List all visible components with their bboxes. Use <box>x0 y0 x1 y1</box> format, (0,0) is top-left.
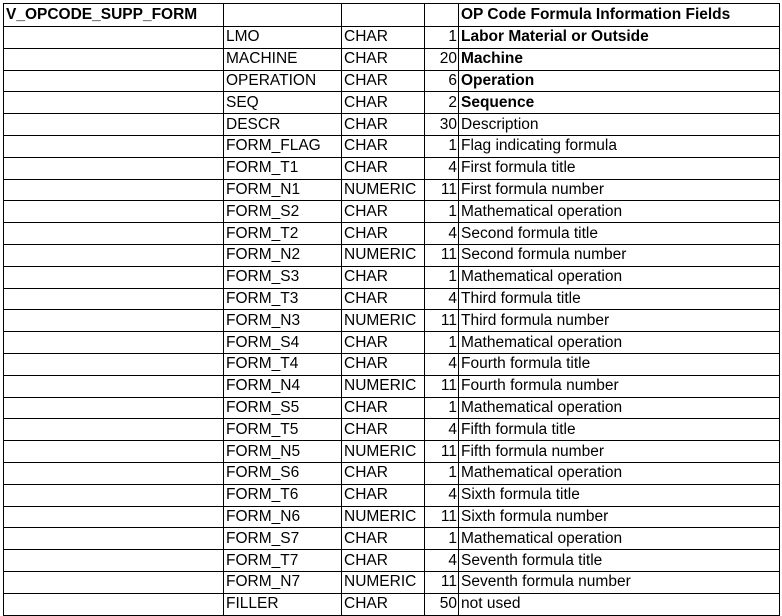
table-name-spacer-cell <box>4 550 224 572</box>
field-length-cell: 1 <box>425 266 459 288</box>
table-name-spacer-cell <box>4 310 224 332</box>
field-name-cell: FORM_T5 <box>224 419 342 441</box>
field-name-cell: FORM_N5 <box>224 441 342 463</box>
field-length-cell: 30 <box>425 114 459 136</box>
table-row <box>4 375 780 397</box>
field-type-cell: CHAR <box>342 288 425 310</box>
field-type-cell: NUMERIC <box>342 310 425 332</box>
table-row <box>4 462 780 484</box>
field-length-cell: 11 <box>425 244 459 266</box>
table-row <box>4 288 780 310</box>
field-length-cell: 4 <box>425 550 459 572</box>
table-row <box>4 571 780 593</box>
table-name-spacer-cell <box>4 244 224 266</box>
field-length-cell: 2 <box>425 92 459 114</box>
field-length-cell: 11 <box>425 571 459 593</box>
table-name-spacer-cell <box>4 397 224 419</box>
field-description-cell: First formula number <box>459 179 780 201</box>
field-name-cell: DESCR <box>224 114 342 136</box>
table-name-spacer-cell <box>4 157 224 179</box>
field-description-cell: Fifth formula number <box>459 441 780 463</box>
field-name-cell: FORM_N3 <box>224 310 342 332</box>
field-name-cell: FORM_N6 <box>224 506 342 528</box>
field-length-cell: 1 <box>425 201 459 223</box>
table-name-spacer-cell <box>4 70 224 92</box>
field-name-cell: FORM_N4 <box>224 375 342 397</box>
table-name-spacer-cell <box>4 48 224 70</box>
table-row <box>4 528 780 550</box>
field-name-cell: FILLER <box>224 593 342 615</box>
table-name-spacer-cell <box>4 441 224 463</box>
table-row <box>4 92 780 114</box>
field-description-cell: Mathematical operation <box>459 266 780 288</box>
field-description-cell: Seventh formula number <box>459 571 780 593</box>
table-row <box>4 397 780 419</box>
field-description-cell: Sixth formula title <box>459 484 780 506</box>
field-type-cell: CHAR <box>342 528 425 550</box>
field-type-cell: CHAR <box>342 135 425 157</box>
field-name-cell: MACHINE <box>224 48 342 70</box>
table-name-spacer-cell <box>4 135 224 157</box>
field-length-cell: 20 <box>425 48 459 70</box>
field-type-cell: CHAR <box>342 266 425 288</box>
table-row <box>4 266 780 288</box>
field-length-cell: 11 <box>425 441 459 463</box>
field-description-cell: Machine <box>459 48 780 70</box>
table-row <box>4 441 780 463</box>
table-name-spacer-cell <box>4 353 224 375</box>
field-name-cell: FORM_S7 <box>224 528 342 550</box>
field-description-cell: Fifth formula title <box>459 419 780 441</box>
field-description-cell: Fourth formula number <box>459 375 780 397</box>
field-name-cell: FORM_T3 <box>224 288 342 310</box>
field-length-cell: 1 <box>425 462 459 484</box>
field-name-cell: FORM_FLAG <box>224 135 342 157</box>
field-description-cell: Mathematical operation <box>459 528 780 550</box>
field-name-cell: FORM_N2 <box>224 244 342 266</box>
table-name-spacer-cell <box>4 201 224 223</box>
field-type-cell: CHAR <box>342 462 425 484</box>
field-type-cell: CHAR <box>342 332 425 354</box>
field-type-cell: CHAR <box>342 70 425 92</box>
field-length-cell: 11 <box>425 179 459 201</box>
field-type-cell: CHAR <box>342 92 425 114</box>
field-name-cell: SEQ <box>224 92 342 114</box>
table-name-spacer-cell <box>4 114 224 136</box>
field-name-cell: FORM_T2 <box>224 223 342 245</box>
field-type-cell: CHAR <box>342 27 425 49</box>
table-name-spacer-cell <box>4 506 224 528</box>
field-description-cell: First formula title <box>459 157 780 179</box>
field-length-cell: 4 <box>425 484 459 506</box>
field-description-cell: Flag indicating formula <box>459 135 780 157</box>
field-type-cell: CHAR <box>342 114 425 136</box>
table-row <box>4 244 780 266</box>
table-name-spacer-cell <box>4 179 224 201</box>
table-row <box>4 353 780 375</box>
field-length-cell: 1 <box>425 135 459 157</box>
field-type-cell: CHAR <box>342 353 425 375</box>
field-type-cell: CHAR <box>342 397 425 419</box>
field-length-cell: 1 <box>425 528 459 550</box>
table-row <box>4 179 780 201</box>
field-type-cell: NUMERIC <box>342 179 425 201</box>
section-title-cell: OP Code Formula Information Fields <box>459 4 780 27</box>
table-name-spacer-cell <box>4 288 224 310</box>
field-description-cell: Second formula number <box>459 244 780 266</box>
field-name-cell: FORM_T4 <box>224 353 342 375</box>
field-type-cell: NUMERIC <box>342 571 425 593</box>
table-row <box>4 201 780 223</box>
field-name-cell: FORM_S3 <box>224 266 342 288</box>
field-length-cell: 11 <box>425 310 459 332</box>
field-length-cell: 1 <box>425 27 459 49</box>
field-type-cell: CHAR <box>342 201 425 223</box>
field-length-cell: 4 <box>425 288 459 310</box>
table-name-spacer-cell <box>4 419 224 441</box>
field-type-cell: CHAR <box>342 550 425 572</box>
field-name-cell: FORM_T1 <box>224 157 342 179</box>
table-row <box>4 70 780 92</box>
header-row <box>4 4 780 27</box>
field-description-cell: Description <box>459 114 780 136</box>
table-name-spacer-cell <box>4 484 224 506</box>
table-row <box>4 310 780 332</box>
table-name-spacer-cell <box>4 528 224 550</box>
table-row <box>4 135 780 157</box>
field-type-cell: CHAR <box>342 48 425 70</box>
table-row <box>4 593 780 615</box>
table-name-spacer-cell <box>4 593 224 615</box>
field-description-cell: Sixth formula number <box>459 506 780 528</box>
empty-header-cell <box>224 4 342 27</box>
field-type-cell: CHAR <box>342 484 425 506</box>
field-description-cell: Third formula title <box>459 288 780 310</box>
field-description-cell: Second formula title <box>459 223 780 245</box>
field-name-cell: FORM_T6 <box>224 484 342 506</box>
field-name-cell: LMO <box>224 27 342 49</box>
field-description-cell: Mathematical operation <box>459 462 780 484</box>
table-row <box>4 27 780 49</box>
field-description-cell: Mathematical operation <box>459 397 780 419</box>
field-type-cell: CHAR <box>342 157 425 179</box>
table-row <box>4 114 780 136</box>
table-name-spacer-cell <box>4 332 224 354</box>
field-length-cell: 6 <box>425 70 459 92</box>
field-name-cell: FORM_T7 <box>224 550 342 572</box>
field-name-cell: FORM_S4 <box>224 332 342 354</box>
field-length-cell: 50 <box>425 593 459 615</box>
field-type-cell: NUMERIC <box>342 441 425 463</box>
field-type-cell: NUMERIC <box>342 506 425 528</box>
field-description-cell: Third formula number <box>459 310 780 332</box>
field-length-cell: 11 <box>425 375 459 397</box>
table-name-spacer-cell <box>4 92 224 114</box>
field-length-cell: 4 <box>425 223 459 245</box>
field-name-cell: FORM_S6 <box>224 462 342 484</box>
table-row <box>4 48 780 70</box>
table-name-spacer-cell <box>4 375 224 397</box>
field-name-cell: OPERATION <box>224 70 342 92</box>
table-row <box>4 506 780 528</box>
field-name-cell: FORM_N1 <box>224 179 342 201</box>
table-name-spacer-cell <box>4 223 224 245</box>
table-name-spacer-cell <box>4 27 224 49</box>
field-description-cell: Operation <box>459 70 780 92</box>
field-length-cell: 4 <box>425 157 459 179</box>
field-type-cell: NUMERIC <box>342 244 425 266</box>
field-length-cell: 4 <box>425 353 459 375</box>
field-length-cell: 1 <box>425 397 459 419</box>
field-length-cell: 1 <box>425 332 459 354</box>
empty-header-cell <box>342 4 425 27</box>
field-name-cell: FORM_S2 <box>224 201 342 223</box>
field-description-cell: Labor Material or Outside <box>459 27 780 49</box>
table-row <box>4 332 780 354</box>
field-type-cell: CHAR <box>342 223 425 245</box>
field-description-cell: not used <box>459 593 780 615</box>
field-description-cell: Mathematical operation <box>459 332 780 354</box>
field-description-cell: Mathematical operation <box>459 201 780 223</box>
field-length-cell: 4 <box>425 419 459 441</box>
table-row <box>4 223 780 245</box>
table-row <box>4 157 780 179</box>
table-name-cell: V_OPCODE_SUPP_FORM <box>4 4 224 27</box>
table-row <box>4 419 780 441</box>
field-type-cell: CHAR <box>342 593 425 615</box>
table-name-spacer-cell <box>4 462 224 484</box>
field-table-body <box>4 4 780 616</box>
table-name-spacer-cell <box>4 266 224 288</box>
field-name-cell: FORM_N7 <box>224 571 342 593</box>
field-type-cell: CHAR <box>342 419 425 441</box>
field-description-cell: Fourth formula title <box>459 353 780 375</box>
table-row <box>4 550 780 572</box>
table-row <box>4 484 780 506</box>
field-description-cell: Sequence <box>459 92 780 114</box>
empty-header-cell <box>425 4 459 27</box>
field-type-cell: NUMERIC <box>342 375 425 397</box>
field-description-cell: Seventh formula title <box>459 550 780 572</box>
field-definition-table <box>3 3 780 616</box>
table-name-spacer-cell <box>4 571 224 593</box>
field-name-cell: FORM_S5 <box>224 397 342 419</box>
field-length-cell: 11 <box>425 506 459 528</box>
